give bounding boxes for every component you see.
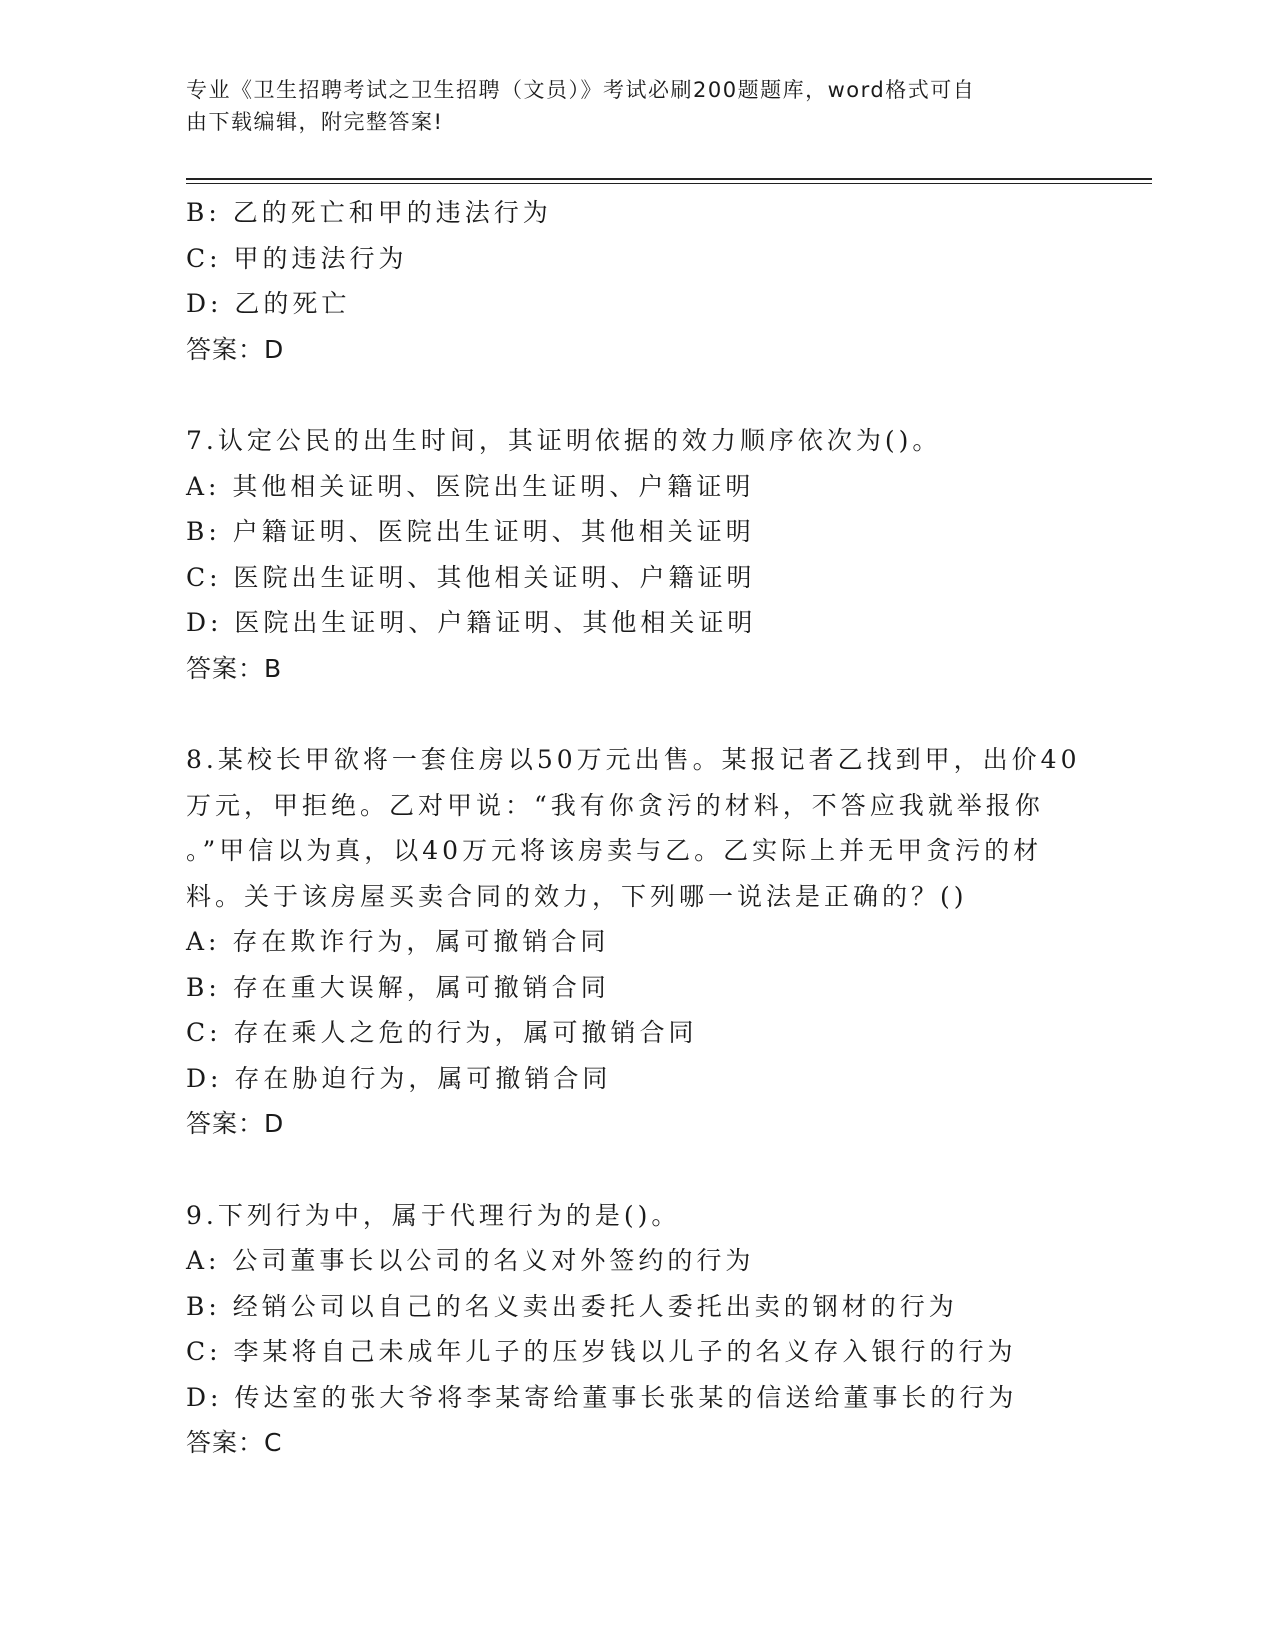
question-block [186, 418, 1086, 691]
header-rule-thin [186, 183, 1152, 184]
answer-option: B: 存在重大误解，属可撤销合同 [186, 972, 610, 1002]
header-rule-thick [186, 178, 1152, 180]
block-spacer [186, 1147, 1086, 1193]
question-text: 料。关于该房屋买卖合同的效力，下列哪一说法是正确的？() [186, 881, 968, 911]
answer-option: D: 医院出生证明、户籍证明、其他相关证明 [186, 608, 757, 637]
answer-option: C: 医院出生证明、其他相关证明、户籍证明 [186, 562, 756, 592]
answer-key: 答案：D [186, 334, 285, 364]
answer-option: D: 乙的死亡 [186, 289, 351, 318]
answer-key: 答案：D [186, 1109, 285, 1138]
answer-option: A: 存在欺诈行为，属可撤销合同 [186, 927, 610, 956]
block-spacer [186, 372, 1086, 418]
answer-key: 答案：B [186, 653, 283, 683]
answer-option: A: 公司董事长以公司的名义对外签约的行为 [186, 1246, 755, 1275]
answer-option: B: 经销公司以自己的名义卖出委托人委托出卖的钢材的行为 [186, 1291, 958, 1321]
question-block [186, 190, 1086, 372]
header-line-1: 专业《卫生招聘考试之卫生招聘（文员）》考试必刷200题题库，word格式可自 [186, 78, 976, 102]
question-text: 8.某校长甲欲将一套住房以50万元出售。某报记者乙找到甲，出价40 [186, 745, 1081, 774]
answer-option: B: 乙的死亡和甲的违法行为 [186, 198, 552, 227]
answer-option: C: 存在乘人之危的行为，属可撤销合同 [186, 1018, 698, 1047]
question-block [186, 737, 1086, 1147]
answer-option: D: 存在胁迫行为，属可撤销合同 [186, 1063, 612, 1093]
answer-option: B: 户籍证明、医院出生证明、其他相关证明 [186, 517, 755, 546]
question-text: 。”甲信以为真，以40万元将该房卖与乙。乙实际上并无甲贪污的材 [186, 836, 1043, 865]
answer-option: C: 甲的违法行为 [186, 243, 408, 273]
answer-option: D: 传达室的张大爷将李某寄给董事长张某的信送给董事长的行为 [186, 1382, 1018, 1412]
question-text: 万元，甲拒绝。乙对甲说：“我有你贪污的材料，不答应我就举报你 [186, 790, 1044, 820]
question-text: 7.认定公民的出生时间，其证明依据的效力顺序依次为()。 [186, 426, 942, 455]
question-block [186, 1193, 1086, 1466]
answer-option: A: 其他相关证明、医院出生证明、户籍证明 [186, 471, 755, 501]
question-list [186, 190, 1086, 1466]
block-spacer [186, 691, 1086, 737]
answer-key: 答案：C [186, 1428, 283, 1457]
question-text: 9.下列行为中，属于代理行为的是()。 [186, 1200, 681, 1230]
page-header [186, 74, 1066, 138]
header-line-2: 由下载编辑，附完整答案! [186, 110, 444, 134]
answer-option: C: 李某将自己未成年儿子的压岁钱以儿子的名义存入银行的行为 [186, 1337, 1017, 1366]
